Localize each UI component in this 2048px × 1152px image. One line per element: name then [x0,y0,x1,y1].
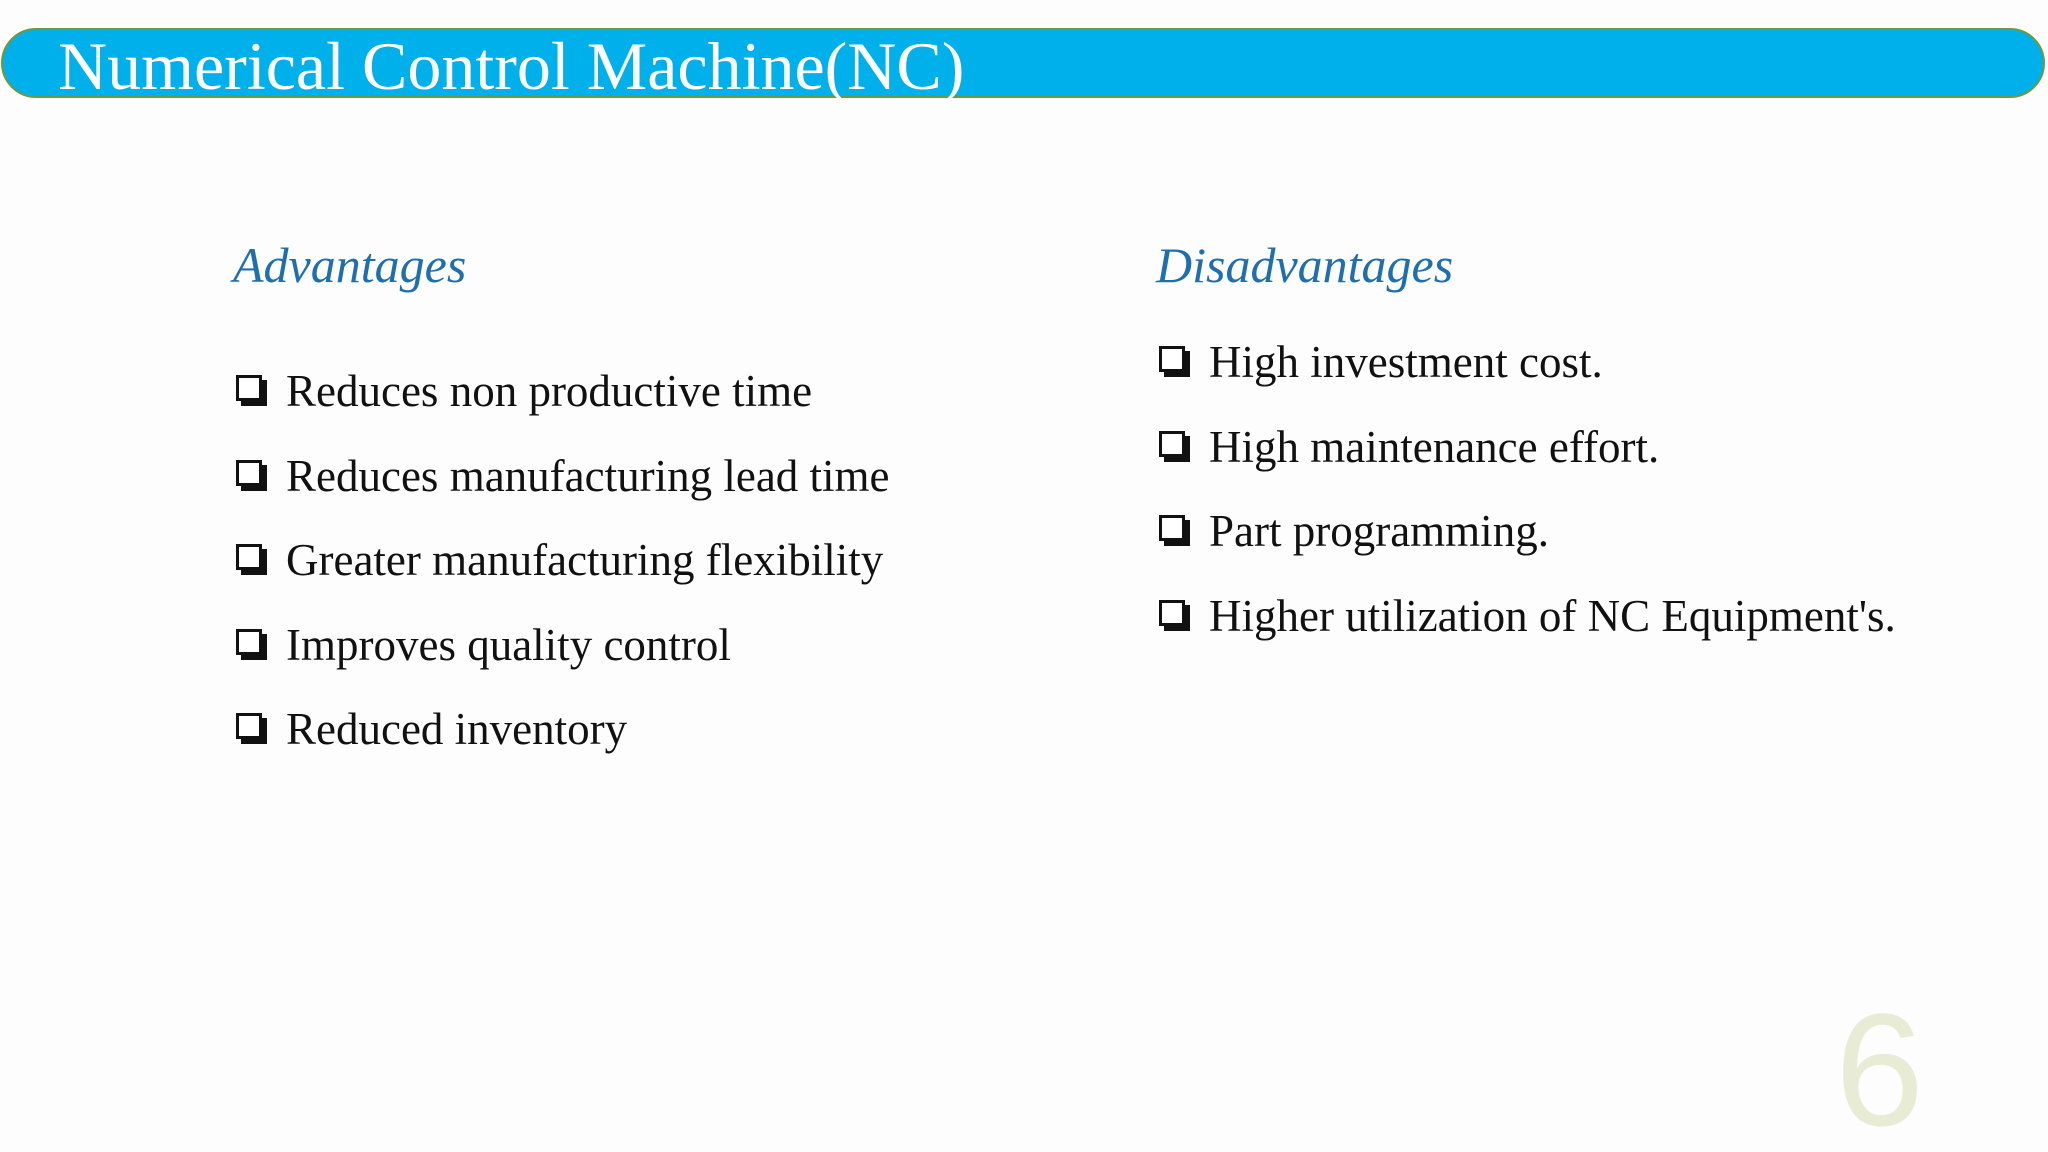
disadvantage-item [1159,504,1896,589]
advantage-item [236,702,890,787]
checkbox-icon [236,375,262,401]
advantages-heading: Advantages [233,237,467,293]
disadvantages-list [1159,335,1896,673]
disadvantage-item-text: Higher utilization of NC Equipment's. [1209,590,1896,641]
slide-title: Numerical Control Machine(NC) [58,28,965,104]
advantage-item-text: Greater manufacturing flexibility [286,535,884,585]
advantage-item [236,618,890,703]
disadvantage-item [1159,420,1896,505]
advantage-item [236,364,890,449]
disadvantages-heading: Disadvantages [1156,237,1454,293]
advantage-item-text: Reduces non productive time [286,366,813,416]
advantages-list [236,364,890,787]
page-number: 6 [1835,980,1924,1152]
advantage-item-text: Improves quality control [286,619,731,670]
advantage-item [236,533,890,618]
checkbox-icon [236,629,262,655]
disadvantage-item-text: Part programming. [1209,506,1549,556]
checkbox-icon [1159,600,1185,626]
advantage-item [236,449,890,534]
checkbox-icon [1159,431,1185,457]
checkbox-icon [1159,346,1185,372]
disadvantage-item-text: High maintenance effort. [1209,421,1660,472]
advantage-item-text: Reduces manufacturing lead time [286,450,890,501]
disadvantage-item [1159,335,1896,420]
disadvantage-item [1159,589,1896,674]
advantage-item-text: Reduced inventory [286,704,628,754]
disadvantage-item-text: High investment cost. [1209,337,1603,387]
checkbox-icon [236,460,262,486]
checkbox-icon [1159,515,1185,541]
checkbox-icon [236,544,262,570]
checkbox-icon [236,713,262,739]
